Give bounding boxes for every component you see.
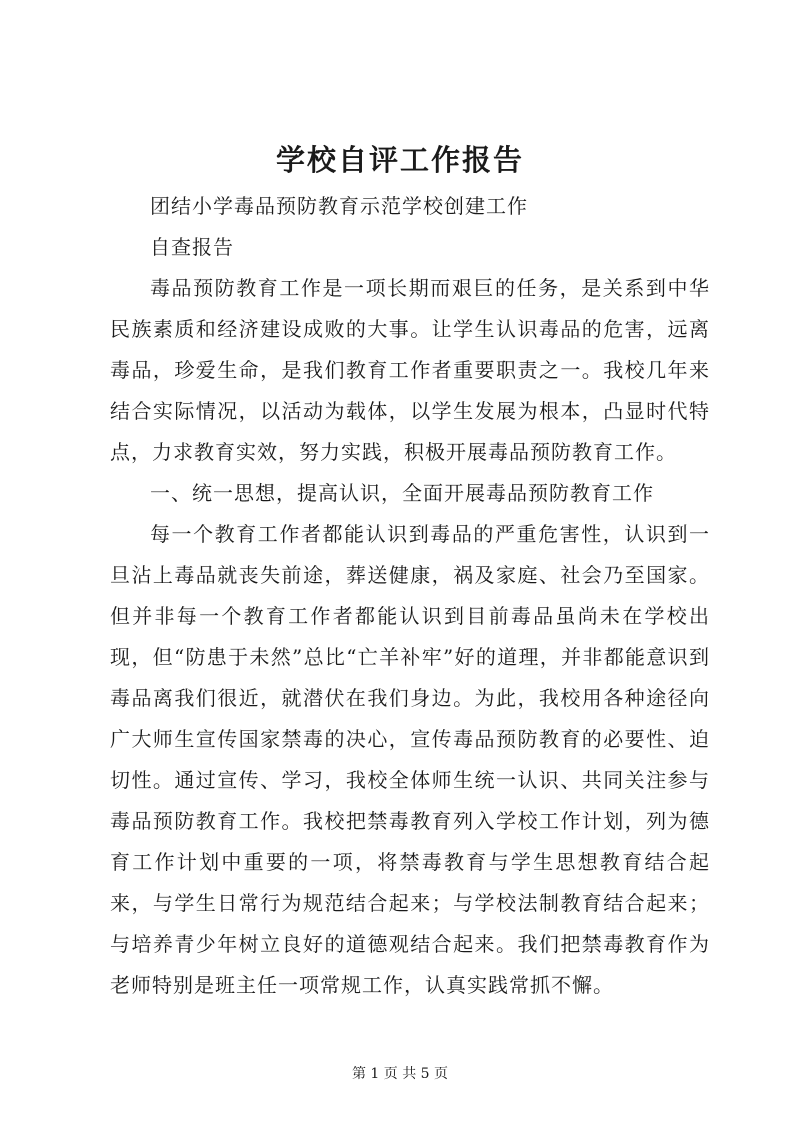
document-body: [110, 186, 710, 1006]
section-heading: 一、统一思想，提高认识，全面开展毒品预防教育工作: [150, 481, 654, 505]
document-title: 学校自评工作报告: [275, 143, 524, 177]
subtitle-line-2: 自查报告: [150, 235, 234, 259]
intro-paragraph: 毒品预防教育工作是一项长期而艰巨的任务，是关系到中华民族素质和经济建设成败的大事。让学生认识毒品的危害，远离毒品，珍爱生命，是我们教育工作者重要职责之一。我校几年来结合实际情况，以活动为载体，以学生发展为根本，凸显时代特点，力求教育实效，努力实践，积极开展毒品预防教育工作。: [110, 276, 710, 464]
page-footer: 第 1 页 共 5 页: [351, 1066, 449, 1082]
subtitle-line-1: 团结小学毒品预防教育示范学校创建工作: [150, 194, 528, 218]
section-paragraph: 每一个教育工作者都能认识到毒品的严重危害性，认识到一旦沾上毒品就丧失前途，葬送健康，祸及家庭、社会乃至国家。但并非每一个教育工作者都能认识到目前毒品虽尚未在学校出现，但“防患于未然”总比“亡羊补牢”好的道理，并非都能意识到毒品离我们很近，就潜伏在我们身边。为此，我校用各种途径向广大师生宣传国家禁毒的决心，宣传毒品预防教育的必要性、迫切性。通过宣传、学习，我校全体师生统一认识、共同关注参与毒品预防教育工作。我校把禁毒教育列入学校工作计划，列为德育工作计划中重要的一项，将禁毒教育与学生思想教育结合起来，与学生日常行为规范结合起来；与学校法制教育结合起来；与培养青少年树立良好的道德观结合起来。我们把禁毒教育作为老师特别是班主任一项常规工作，认真实践常抓不懈。: [110, 522, 710, 997]
